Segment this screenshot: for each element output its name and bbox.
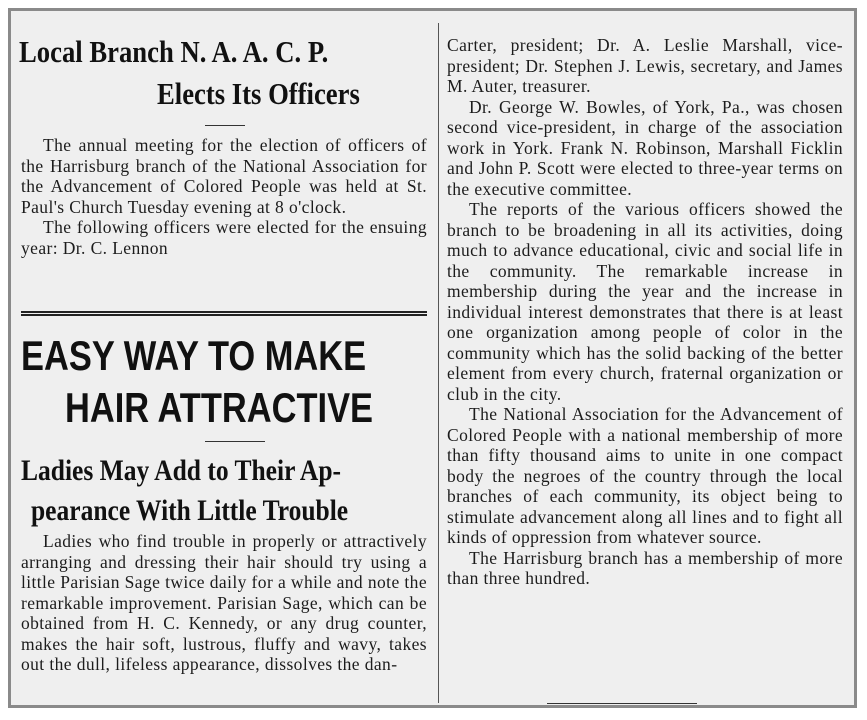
- end-rule: [547, 703, 697, 704]
- headline-rule: [205, 125, 245, 126]
- right-column: [447, 11, 845, 705]
- article2-headline-line2: HAIR ATTRACTIVE: [65, 384, 374, 431]
- article1-para6: The National Association for the Advancement of Colored People with a national membership of more than fifty thousand aims to unite in one compact body the negroes of the country through the local branches of each community, its object being to stimulate advancement along all lines and to fight all kinds of oppression from whatever source.: [447, 404, 843, 547]
- article2-body: [21, 531, 427, 675]
- article1-headline-line1: Local Branch N. A. A. C. P.: [19, 34, 329, 69]
- article1-headline-line2: Elects Its Officers: [157, 76, 360, 111]
- article-separator: [21, 311, 427, 316]
- article1-para2: The following officers were elected for the ensuing year: Dr. C. Lennon: [21, 217, 427, 258]
- article1-para1: The annual meeting for the election of officers of the Harrisburg branch of the National Association for the Advancement of Colored People was held at St. Paul's Church Tuesday evening at 8 o'clock.: [21, 135, 427, 217]
- article1-body: [21, 135, 427, 258]
- article2-para1: Ladies who find trouble in properly or attractively arranging and dressing their hair should try using a little Parisian Sage twice daily for a while and note the remarkable improvement. Parisian Sage, which can be obtained from H. C. Kennedy, or any drug counter, makes the hair soft, lustrous, fluffy and wavy, takes out the dull, lifeless appearance, dissolves the dan-: [21, 531, 427, 674]
- article1-para4: Dr. George W. Bowles, of York, Pa., was chosen second vice-president, in charge of the association work in York. Frank N. Robinson, Marshall Ficklin and John P. Scott were elected to three-year terms on the executive committee.: [447, 96, 843, 199]
- article2-subhead-line1: Ladies May Add to Their Ap-: [21, 454, 341, 487]
- column-rule: [438, 23, 439, 703]
- article2-subhead-line2: pearance With Little Trouble: [31, 494, 349, 527]
- headline-rule-2: [205, 441, 265, 442]
- article2-headline-line1: EASY WAY TO MAKE: [21, 332, 367, 379]
- newspaper-clipping: [8, 8, 857, 708]
- left-column: [19, 11, 429, 705]
- article1-para7: The Harrisburg branch has a membership of more than three hundred.: [447, 547, 843, 588]
- article1-para5: The reports of the various officers showed the branch to be broadening in all its activities, doing much to advance educational, civic and social life in the community. The remarkable increase in membership during the year and the increase in individual interest demonstrates that there is at least one organization among people of color in the community which has the solid backing of the better element from every church, fraternal organization or club in the city.: [447, 199, 843, 404]
- article1-continued-body: [447, 35, 843, 589]
- article1-para3: Carter, president; Dr. A. Leslie Marshall, vice-president; Dr. Stephen J. Lewis, secretary, and James M. Auter, treasurer.: [447, 35, 843, 96]
